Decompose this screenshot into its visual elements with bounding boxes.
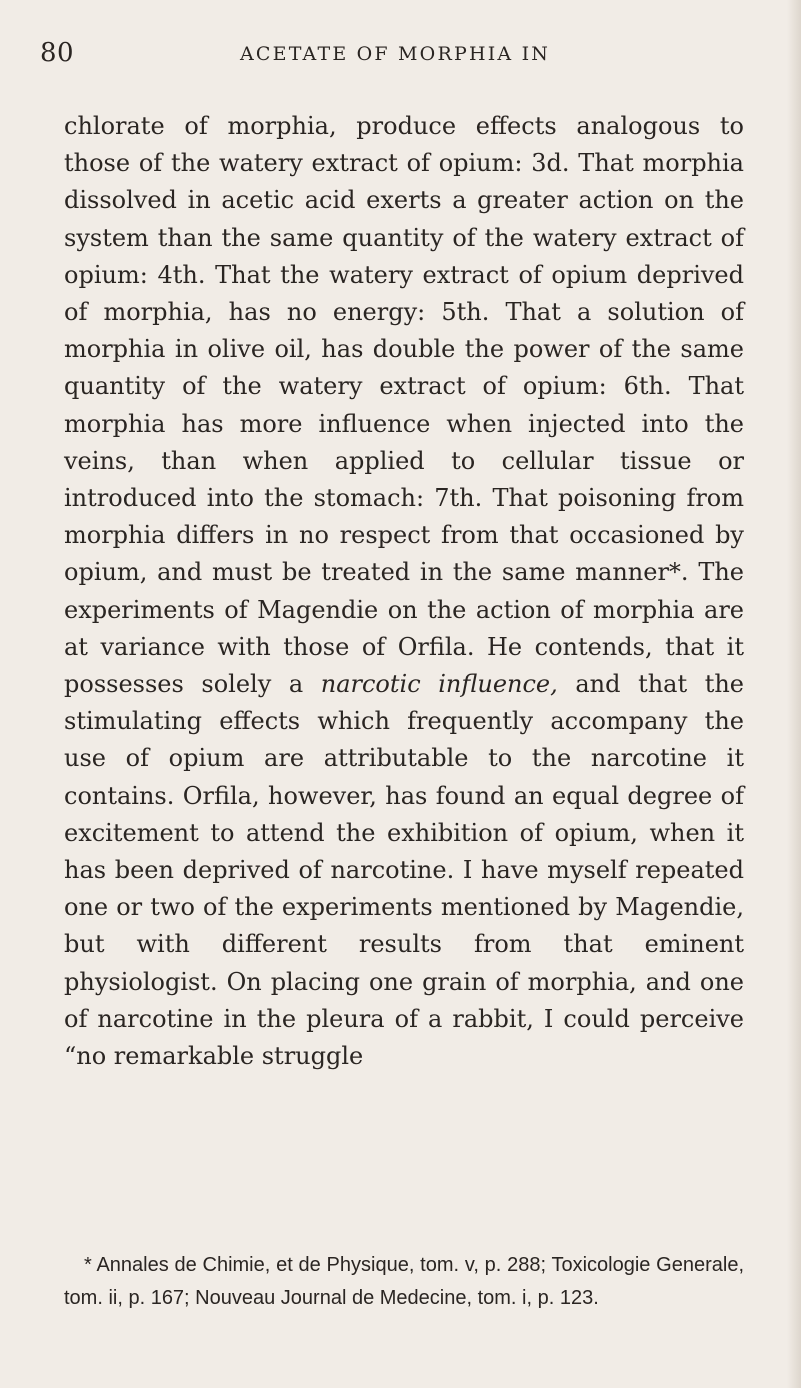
body-text-part-2: and that the stimulating effects which frequently accompany the use of opium are attributable to the narcotine it contains. Orfila, however, has found an equal degree of excitement to attend the exhibition of opium, when it has been deprived of narcotine. I have myself repeated one or two of the experiments mentioned by Magendie, but with different results from that eminent physiologist. On placing one grain of morphia, and one of narcotine in the pleura of a rabbit, I could perceive “no remarkable struggle — [64, 670, 745, 1071]
page-edge-shadow — [787, 0, 801, 1388]
body-paragraph — [64, 108, 744, 1075]
footnote: * Annales de Chimie, et de Physique, tom. v, p. 288; Toxicologie Generale, tom. ii, p. 167; Nouveau Journal de Medecine, tom. i, p. 123. — [64, 1254, 744, 1309]
page-header — [40, 36, 740, 76]
running-title: ACETATE OF MORPHIA IN — [240, 43, 551, 65]
body-text-part-1: chlorate of morphia, produce effects analogous to those of the watery extract of opium: 3d. That morphia dissolved in acetic acid exerts a greater action on the system than the same quantity of the watery extract of opium: 4th. That the watery extract of opium deprived of morphia, has no energy: 5th. That a solution of morphia in olive oil, has double the power of the same quantity of the watery extract of opium: 6th. That morphia has more influence when injected into the veins, than when applied to cellular tissue or introduced into the stomach: 7th. That poisoning from morphia differs in no respect from that occasioned by opium, and must be treated in the same manner*. The experiments of Magendie on the action of morphia are at variance with those of Orfila. He contends, that it possesses solely a — [64, 112, 744, 699]
italic-phrase: narcotic influence, — [320, 670, 558, 699]
page-number: 80 — [40, 38, 75, 68]
